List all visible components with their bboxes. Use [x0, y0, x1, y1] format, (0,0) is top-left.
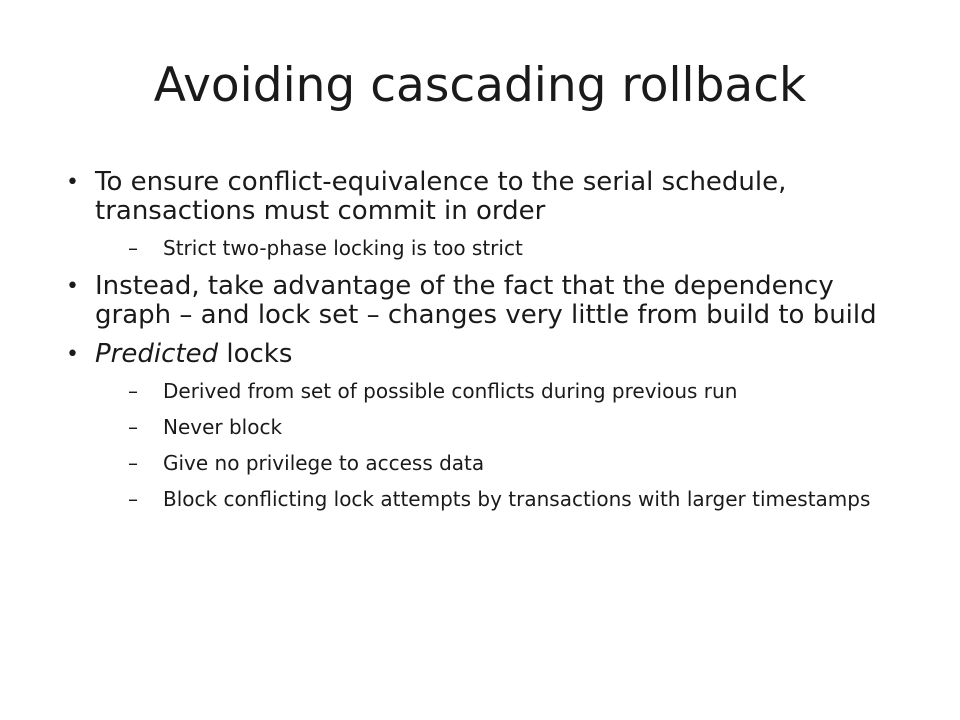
sub-bullet-text: Block conflicting lock attempts by transactions with larger timestamps: [163, 487, 871, 511]
sub-bullet-item: [66, 487, 906, 512]
dash-icon: –: [128, 415, 138, 439]
sub-bullet-item: [66, 379, 906, 404]
bullet-icon: •: [66, 274, 79, 299]
bullet-text-rest: locks: [218, 339, 293, 369]
dash-icon: –: [128, 379, 138, 403]
bullet-item: [66, 168, 906, 226]
slide-title: Avoiding cascading rollback: [153, 58, 807, 113]
sub-bullet-text: Derived from set of possible conflicts during previous run: [163, 379, 738, 403]
bullet-icon: •: [66, 342, 79, 367]
slide-body: [66, 168, 906, 523]
sub-bullet-item: [66, 415, 906, 440]
sub-bullet-item: [66, 236, 906, 261]
sub-bullet-item: [66, 451, 906, 476]
sub-bullet-text: Never block: [163, 415, 283, 439]
bullet-text-italic: Predicted: [95, 339, 219, 369]
sub-bullet-text: Strict two-phase locking is too strict: [163, 236, 523, 260]
bullet-item: [66, 340, 906, 369]
dash-icon: –: [128, 487, 138, 511]
dash-icon: –: [128, 451, 138, 475]
bullet-text: To ensure conflict-equivalence to the serial schedule, transactions must commit in order: [95, 167, 787, 226]
bullet-text: Instead, take advantage of the fact that the dependency graph – and lock set – changes very little from build to build: [95, 271, 877, 330]
bullet-icon: •: [66, 170, 79, 195]
bullet-text: [95, 339, 292, 369]
sub-bullet-text: Give no privilege to access data: [163, 451, 485, 475]
dash-icon: –: [128, 236, 138, 260]
bullet-item: [66, 272, 906, 330]
